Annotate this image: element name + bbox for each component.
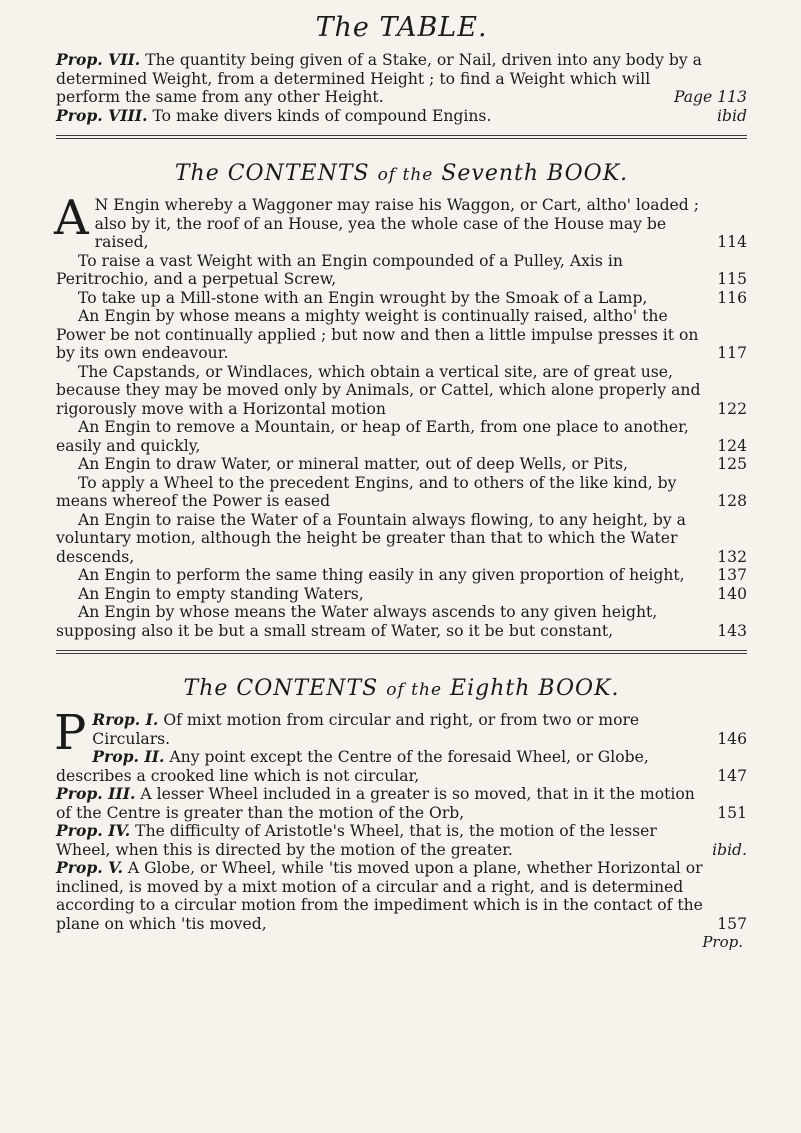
- section-title-eighth-book: [56, 676, 747, 701]
- section-title-seventh-book: [56, 161, 747, 186]
- prop-label: Prop. V.: [56, 858, 123, 877]
- page-number: 116: [717, 288, 747, 307]
- prop-label: Prop. VII.: [56, 50, 141, 69]
- entry-text: Of mixt motion from circular and right, or from two or more Circulars.: [92, 711, 640, 748]
- entry-text: An Engin by whose means the Water always ascends to any given height, supposing also it be but a small stream of Water, so it be but constant,: [56, 603, 658, 640]
- entry-text: The difficulty of Aristotle's Wheel, that is, the motion of the lesser Wheel, when this is directed by the motion of the greater.: [56, 822, 657, 859]
- page-number: 125: [717, 455, 747, 473]
- list-item: [56, 363, 747, 419]
- section-divider: [56, 650, 747, 651]
- title-book: Seventh BOOK.: [441, 161, 629, 186]
- prop-label: Rrop. I.: [92, 710, 159, 729]
- section-divider-thin: [56, 653, 747, 654]
- title-of-the: of the: [377, 165, 434, 185]
- page-number: ibid.: [712, 840, 747, 859]
- list-item: [56, 822, 747, 859]
- eighth-book-entries: [54, 705, 747, 933]
- prop-label: Prop. IV.: [56, 821, 131, 840]
- list-item: [56, 252, 747, 289]
- title-book: Eighth BOOK.: [450, 676, 620, 701]
- entry-text: To raise a vast Weight with an Engin compounded of a Pulley, Axis in Peritrochio, and a perpetual Screw,: [56, 251, 623, 288]
- list-item: [56, 585, 747, 604]
- top-entries: [56, 51, 747, 125]
- drop-cap: A: [54, 190, 89, 246]
- entry-text: To take up a Mill-stone with an Engin wrought by the Smoak of a Lamp,: [78, 288, 648, 307]
- entry-text: N Engin whereby a Waggoner may raise his Waggon, or Cart, altho' loaded ; also by it, the roof of an House, yea the whole case of the House may be raised,: [94, 196, 699, 251]
- list-item: [54, 190, 747, 252]
- list-item: [56, 859, 747, 933]
- page-number: 128: [717, 492, 747, 510]
- prop-label: Prop. II.: [92, 747, 165, 766]
- page-number: 115: [717, 270, 747, 288]
- list-item: [56, 474, 747, 511]
- entry-text: To apply a Wheel to the precedent Engins, and to others of the like kind, by means whereof the Power is eased: [56, 473, 677, 510]
- list-item: [56, 307, 747, 363]
- list-item: [56, 511, 747, 567]
- title-of-the: of the: [386, 680, 443, 700]
- page-number: 117: [717, 344, 747, 362]
- entry-text: Any point except the Centre of the foresaid Wheel, or Globe, describes a crooked line which is not circular,: [56, 748, 649, 785]
- page-number: 147: [717, 766, 747, 785]
- seventh-book-entries: [54, 190, 747, 640]
- page-number: 114: [717, 233, 747, 251]
- list-item: [56, 566, 747, 585]
- list-item: [56, 289, 747, 308]
- page-number: 132: [717, 547, 747, 566]
- page-number: ibid: [717, 106, 747, 125]
- list-item: [56, 748, 747, 785]
- entry-text: The Capstands, or Windlaces, which obtain a vertical site, are of great use, because they may be moved only by Animals, or Cattel, which alone properly and rigorously move with a Horizontal motion: [56, 362, 701, 418]
- title-contents: The CONTENTS: [183, 676, 379, 701]
- page-number: 143: [717, 621, 747, 640]
- page-number: 157: [717, 914, 747, 933]
- entry-text: An Engin to remove a Mountain, or heap of Earth, from one place to another, easily and quickly,: [56, 418, 689, 455]
- entry-text: A Globe, or Wheel, while 'tis moved upon a plane, whether Horizontal or inclined, is moved by a mixt motion of a circular and a right, and is determined according to a circular motion from the impediment which is in the contact of the plane on which 'tis moved,: [56, 859, 703, 933]
- list-item: [56, 418, 747, 455]
- drop-cap: P: [54, 705, 87, 761]
- running-header: The TABLE.: [315, 12, 488, 43]
- page-number: Page 113: [673, 88, 747, 106]
- section-divider-thin: [56, 138, 747, 139]
- entry-text: The quantity being given of a Stake, or Nail, driven into any body by a determined Weight, from a determined Height ; to find a Weight which will perform the same from any other Height.: [56, 51, 702, 106]
- entry-text: To make divers kinds of compound Engins.: [152, 106, 492, 125]
- prop-viii-entry: [56, 107, 747, 126]
- title-contents: The CONTENTS: [174, 161, 370, 186]
- catchword: Prop.: [702, 933, 743, 951]
- page-number: 122: [717, 399, 747, 418]
- page-number: 146: [717, 729, 747, 748]
- list-item: [56, 603, 747, 640]
- prop-vii-entry: [56, 51, 747, 107]
- prop-label: Prop. VIII.: [56, 105, 148, 125]
- entry-text: A lesser Wheel included in a greater is so moved, that in it the motion of the Centre is greater than the motion of the Orb,: [56, 785, 695, 822]
- section-divider: [56, 135, 747, 136]
- page-number: 137: [717, 566, 747, 584]
- page-number: 124: [717, 436, 747, 455]
- entry-text: An Engin by whose means a mighty weight is continually raised, altho' the Power be not continually applied ; but now and then a little impulse presses it on by its own endeavour.: [56, 307, 699, 362]
- entry-text: An Engin to empty standing Waters,: [78, 584, 364, 603]
- entry-text: An Engin to raise the Water of a Fountain always flowing, to any height, by a voluntary motion, although the height be greater than that to which the Water descends,: [56, 510, 686, 566]
- page-number: 151: [717, 803, 747, 822]
- entry-text: An Engin to perform the same thing easily in any given proportion of height,: [78, 566, 685, 584]
- page-number: 140: [717, 584, 747, 603]
- list-item: [56, 785, 747, 822]
- list-item: [56, 455, 747, 474]
- prop-label: Prop. III.: [56, 784, 136, 803]
- entry-text: An Engin to draw Water, or mineral matter, out of deep Wells, or Pits,: [78, 455, 628, 473]
